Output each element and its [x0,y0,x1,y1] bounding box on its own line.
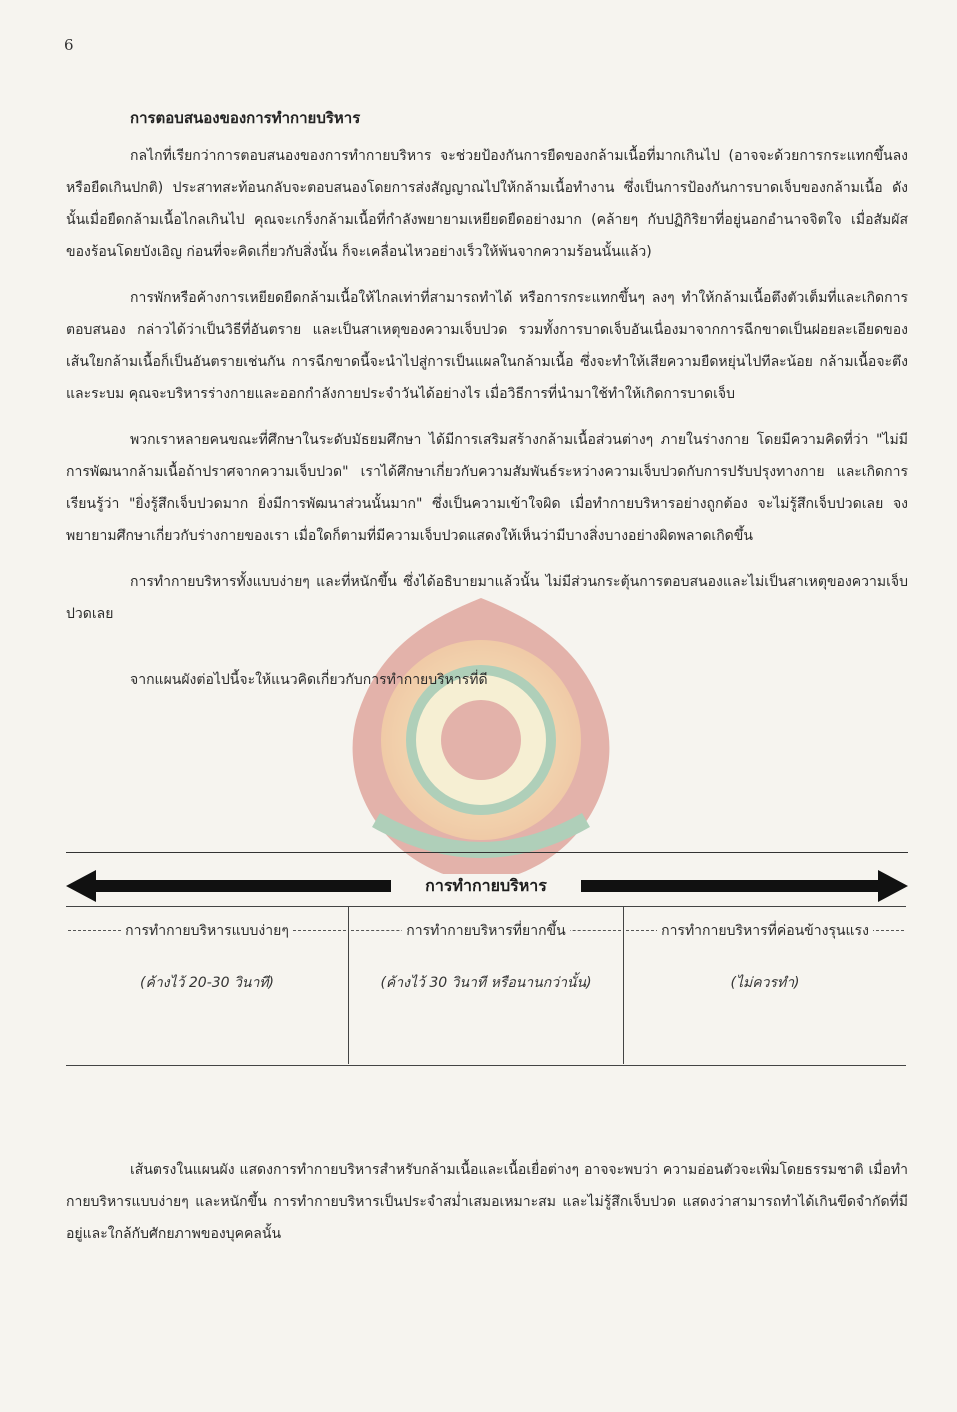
main-content [66,106,908,710]
exercise-diagram [66,848,908,1070]
paragraph: การพักหรือค้างการเหยียดยืดกล้ามเนื้อให้ไกลเท่าที่สามารถทำได้ หรือการกระแทกขึ้นๆ ลงๆ ทำให้กล้ามเนื้อตึงตัวเต็มที่และเกิดการตอบสนอง กล่าวได้ว่าเป็นวิธีที่อันตราย และเป็นสาเหตุของความเจ็บปวด รวมทั้งการบาดเจ็บอันเนื่องมาจากการฉีกขาดเป็นฝอยละเอียดของเส้นใยกล้ามเนื้อก็เป็นอันตรายเช่นกัน การฉีกขาดนี้จะนำไปสู่การเป็นแผลในกล้ามเนื้อ ซึ่งจะทำให้เสียความยืดหยุ่นไปทีละน้อย กล้ามเนื้อจะตึงและระบม คุณจะบริหารร่างกายและออกกำลังกายประจำวันได้อย่างไร เมื่อวิธีการที่นำมาใช้ทำให้เกิดการบาดเจ็บ [66,290,908,402]
page-number: 6 [64,36,74,54]
column-label: การทำกายบริหารแบบง่ายๆ [121,923,293,939]
column-label: การทำกายบริหารที่ยากขึ้น [402,923,569,939]
diagram-column-intense [624,906,906,1064]
column-label: การทำกายบริหารที่ค่อนข้างรุนแรง [657,923,873,939]
closing-paragraph: เส้นตรงในแผนผัง แสดงการทำกายบริหารสำหรับกล้ามเนื้อและเนื้อเยื่อต่างๆ อาจจะพบว่า ความอ่อนตัวจะเพิ่มโดยธรรมชาติ เมื่อทำกายบริหารแบบง่ายๆ และหนักขึ้น การทำกายบริหารเป็นประจำสม่ำเสมอเหมาะสม และไม่รู้สึกเจ็บปวด แสดงว่าสามารถทำได้เกินขีดจำกัดที่มีอยู่และใกล้กับศักยภาพของบุคคลนั้น [66,1162,908,1242]
diagram-top-rule [66,852,908,853]
diagram-title: การทำกายบริหาร [391,874,581,899]
paragraph: พวกเราหลายคนขณะที่ศึกษาในระดับมัธยมศึกษา ได้มีการเสริมสร้างกล้ามเนื้อส่วนต่างๆ ภายในร่างกาย โดยมีความคิดที่ว่า "ไม่มีการพัฒนากล้ามเนื้อถ้าปราศจากความเจ็บปวด" เราได้ศึกษาเกี่ยวกับความสัมพันธ์ระหว่างความเจ็บปวดกับการปรับปรุงทางกาย และเกิดการเรียนรู้ว่า "ยิ่งรู้สึกเจ็บปวดมาก ยิ่งมีการพัฒนาส่วนนั้นมาก" ซึ่งเป็นความเข้าใจผิด เมื่อทำกายบริหารอย่างถูกต้อง จะไม่รู้สึกเจ็บปวดเลย จงพยายามศึกษาเกี่ยวกับร่างกายของเรา เมื่อใดก็ตามที่มีความเจ็บปวดแสดงให้เห็นว่ามีบางสิ่งบางอย่างผิดพลาดเกิดขึ้น [66,432,908,544]
column-note: (ไม่ควรทำ) [730,975,800,991]
column-note: (ค้างไว้ 30 วินาที หรือนานกว่านั้น) [380,975,592,991]
diagram-column-harder [348,906,624,1064]
column-note: (ค้างไว้ 20-30 วินาที) [140,975,274,991]
section-heading: การตอบสนองของการทำกายบริหาร [130,109,361,127]
closing-section [66,1154,908,1264]
diagram-intro: จากแผนผังต่อไปนี้จะให้แนวคิดเกี่ยวกับการทำกายบริหารที่ดี [130,672,488,688]
paragraph: กลไกที่เรียกว่าการตอบสนองของการทำกายบริหาร จะช่วยป้องกันการยืดของกล้ามเนื้อที่มากเกินไป (อาจจะด้วยการกระแทกขึ้นลงหรือยืดเกินปกติ) ประสาทสะท้อนกลับจะตอบสนองโดยการส่งสัญญาณไปให้กล้ามเนื้อทำงาน ซึ่งเป็นการป้องกันการบาดเจ็บของกล้ามเนื้อ ดังนั้นเมื่อยืดกล้ามเนื้อไกลเกินไป คุณจะเกร็งกล้ามเนื้อที่กำลังพยายามเหยียดยืดอย่างมาก (คล้ายๆ กับปฏิกิริยาที่อยู่นอกอำนาจจิตใจ เมื่อสัมผัสของร้อนโดยบังเอิญ ก่อนที่จะคิดเกี่ยวกับสิ่งนั้น ก็จะเคลื่อนไหวอย่างเร็วให้พ้นจากความร้อนนั้นแล้ว) [66,148,908,260]
paragraph: การทำกายบริหารทั้งแบบง่ายๆ และที่หนักขึ้น ซึ่งได้อธิบายมาแล้วนั้น ไม่มีส่วนกระตุ้นการตอบสนองและไม่เป็นสาเหตุของความเจ็บปวดเลย [66,574,908,622]
diagram-column-easy [66,906,348,1064]
